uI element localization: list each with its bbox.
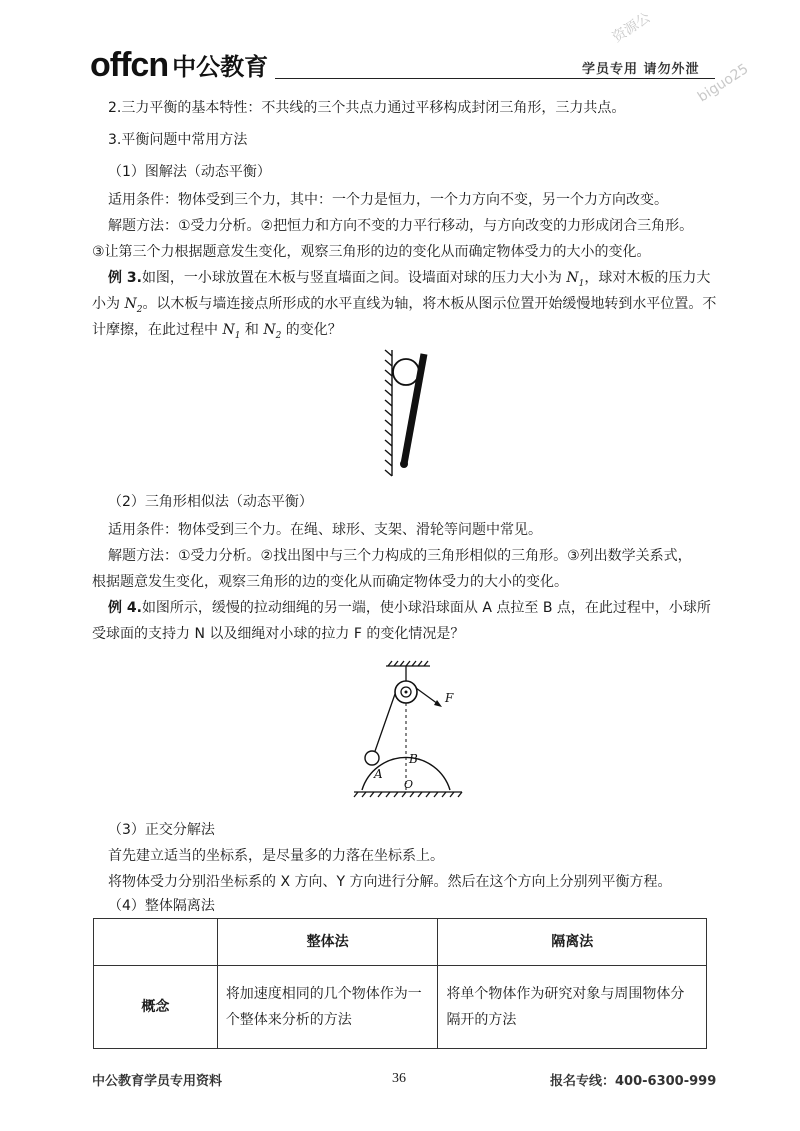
ex3-text-f: 和 xyxy=(240,322,264,338)
example-4-label: 例 4. xyxy=(108,600,142,616)
para-13: 将物体受力分别沿坐标系的 X 方向、Y 方向进行分解。然后在这个方向上分别列平衡方程。 xyxy=(108,874,672,890)
ex3-n2-b-sub: 2 xyxy=(275,330,282,341)
example-4-line-1 xyxy=(108,598,711,618)
header-tag: 学员专用 请勿外泄 xyxy=(582,62,700,77)
method-comparison-table xyxy=(93,918,707,1049)
para-10: 根据题意发生变化，观察三角形的边的变化从而确定物体受力的大小的变化。 xyxy=(92,574,568,590)
label-A: A xyxy=(374,767,383,781)
label-O: O xyxy=(404,778,414,791)
floor-hatching xyxy=(354,792,462,797)
watermark-b: biguo25 xyxy=(695,60,752,106)
para-1: 2.三力平衡的基本特性：不共线的三个共点力通过平移构成封闭三角形，三力共点。 xyxy=(108,100,626,116)
cell-whole: 将加速度相同的几个物体作为一个整体来分析的方法 xyxy=(217,966,438,1049)
label-F: F xyxy=(445,691,454,705)
figure-ball-wall-board xyxy=(380,346,440,480)
para-12: 首先建立适当的坐标系，是尽量多的力落在坐标系上。 xyxy=(108,848,444,864)
ball xyxy=(393,359,419,385)
para-7: （2）三角形相似法（动态平衡） xyxy=(108,494,313,510)
ceiling-hatching xyxy=(386,661,430,666)
rope xyxy=(374,694,395,754)
ex3-text-d: 。以木板与墙连接点所形成的水平直线为轴，将木板从图示位置开始缓慢地转到水平位置。不 xyxy=(142,296,717,312)
para-4: 适用条件：物体受到三个力，其中：一个力是恒力，一个力方向不变，另一个力方向改变。 xyxy=(108,192,668,208)
example-4-line-2: 受球面的支持力 N 以及细绳对小球的拉力 F 的变化情况是？ xyxy=(92,626,465,642)
table-header-row xyxy=(94,919,707,966)
ex3-n2: N xyxy=(124,296,137,312)
example-3-label: 例 3. xyxy=(108,270,142,286)
figure-pulley-hemisphere xyxy=(350,658,468,800)
ex3-n1-sub: 1 xyxy=(578,278,585,289)
logo-cn: 中公教育 xyxy=(172,53,269,81)
table-header-whole: 整体法 xyxy=(217,919,438,966)
ball-a xyxy=(365,751,379,765)
ex3-n1: N xyxy=(566,270,579,286)
para-6: ③让第三个力根据题意发生变化，观察三角形的边的变化从而确定物体受力的大小的变化。 xyxy=(92,244,651,260)
label-B: B xyxy=(409,752,418,766)
page-number: 36 xyxy=(392,1071,406,1086)
ex3-text-c: 小为 xyxy=(92,296,125,312)
row-label: 概念 xyxy=(94,966,218,1049)
ex3-n1-b-sub: 1 xyxy=(234,330,241,341)
ex3-text-a: 如图，一小球放置在木板与竖直墙面之间。设墙面对球的压力大小为 xyxy=(141,270,567,286)
ex3-n2-sub: 2 xyxy=(136,304,143,315)
ex3-n2-b: N xyxy=(263,322,276,338)
watermark-a: 资源公 xyxy=(609,9,654,46)
ex3-text-g: 的变化？ xyxy=(281,322,342,338)
table-header-isolate: 隔离法 xyxy=(438,919,707,966)
cell-isolate: 将单个物体作为研究对象与周围物体分隔开的方法 xyxy=(438,966,707,1049)
pivot xyxy=(400,460,408,468)
ex3-text-b: ，球对木板的压力大 xyxy=(584,270,711,286)
para-5: 解题方法：①受力分析。②把恒力和方向不变的力平行移动，与方向改变的力形成闭合三角形。 xyxy=(108,218,694,234)
header-rule xyxy=(275,78,715,79)
ex3-n1-b: N xyxy=(222,322,235,338)
para-9: 解题方法：①受力分析。②找出图中与三个力构成的三角形相似的三角形。③列出数学关系式， xyxy=(108,548,692,564)
footer-hotline: 报名专线：400-6300-999 xyxy=(550,1074,717,1089)
para-11: （3）正交分解法 xyxy=(108,822,215,838)
logo-en: offcn xyxy=(90,46,169,84)
para-8: 适用条件：物体受到三个力。在绳、球形、支架、滑轮等问题中常见。 xyxy=(108,522,542,538)
example-3-line-1 xyxy=(108,268,710,294)
para-14: （4）整体隔离法 xyxy=(108,898,215,914)
example-3-line-3 xyxy=(92,320,342,346)
brand-logo xyxy=(90,48,268,82)
table-header-empty xyxy=(94,919,218,966)
ex3-text-e: 计摩擦，在此过程中 xyxy=(92,322,223,338)
ex4-text-a: 如图所示，缓慢的拉动细绳的另一端，使小球沿球面从 A 点拉至 B 点，在此过程中，小球所 xyxy=(141,600,711,616)
para-3: （1）图解法（动态平衡） xyxy=(108,164,271,180)
example-3-line-2 xyxy=(92,294,716,320)
footer-left: 中公教育学员专用资料 xyxy=(92,1074,223,1089)
table-row xyxy=(94,966,707,1049)
para-2: 3.平衡问题中常用方法 xyxy=(108,132,248,148)
wall-hatching xyxy=(385,350,392,476)
